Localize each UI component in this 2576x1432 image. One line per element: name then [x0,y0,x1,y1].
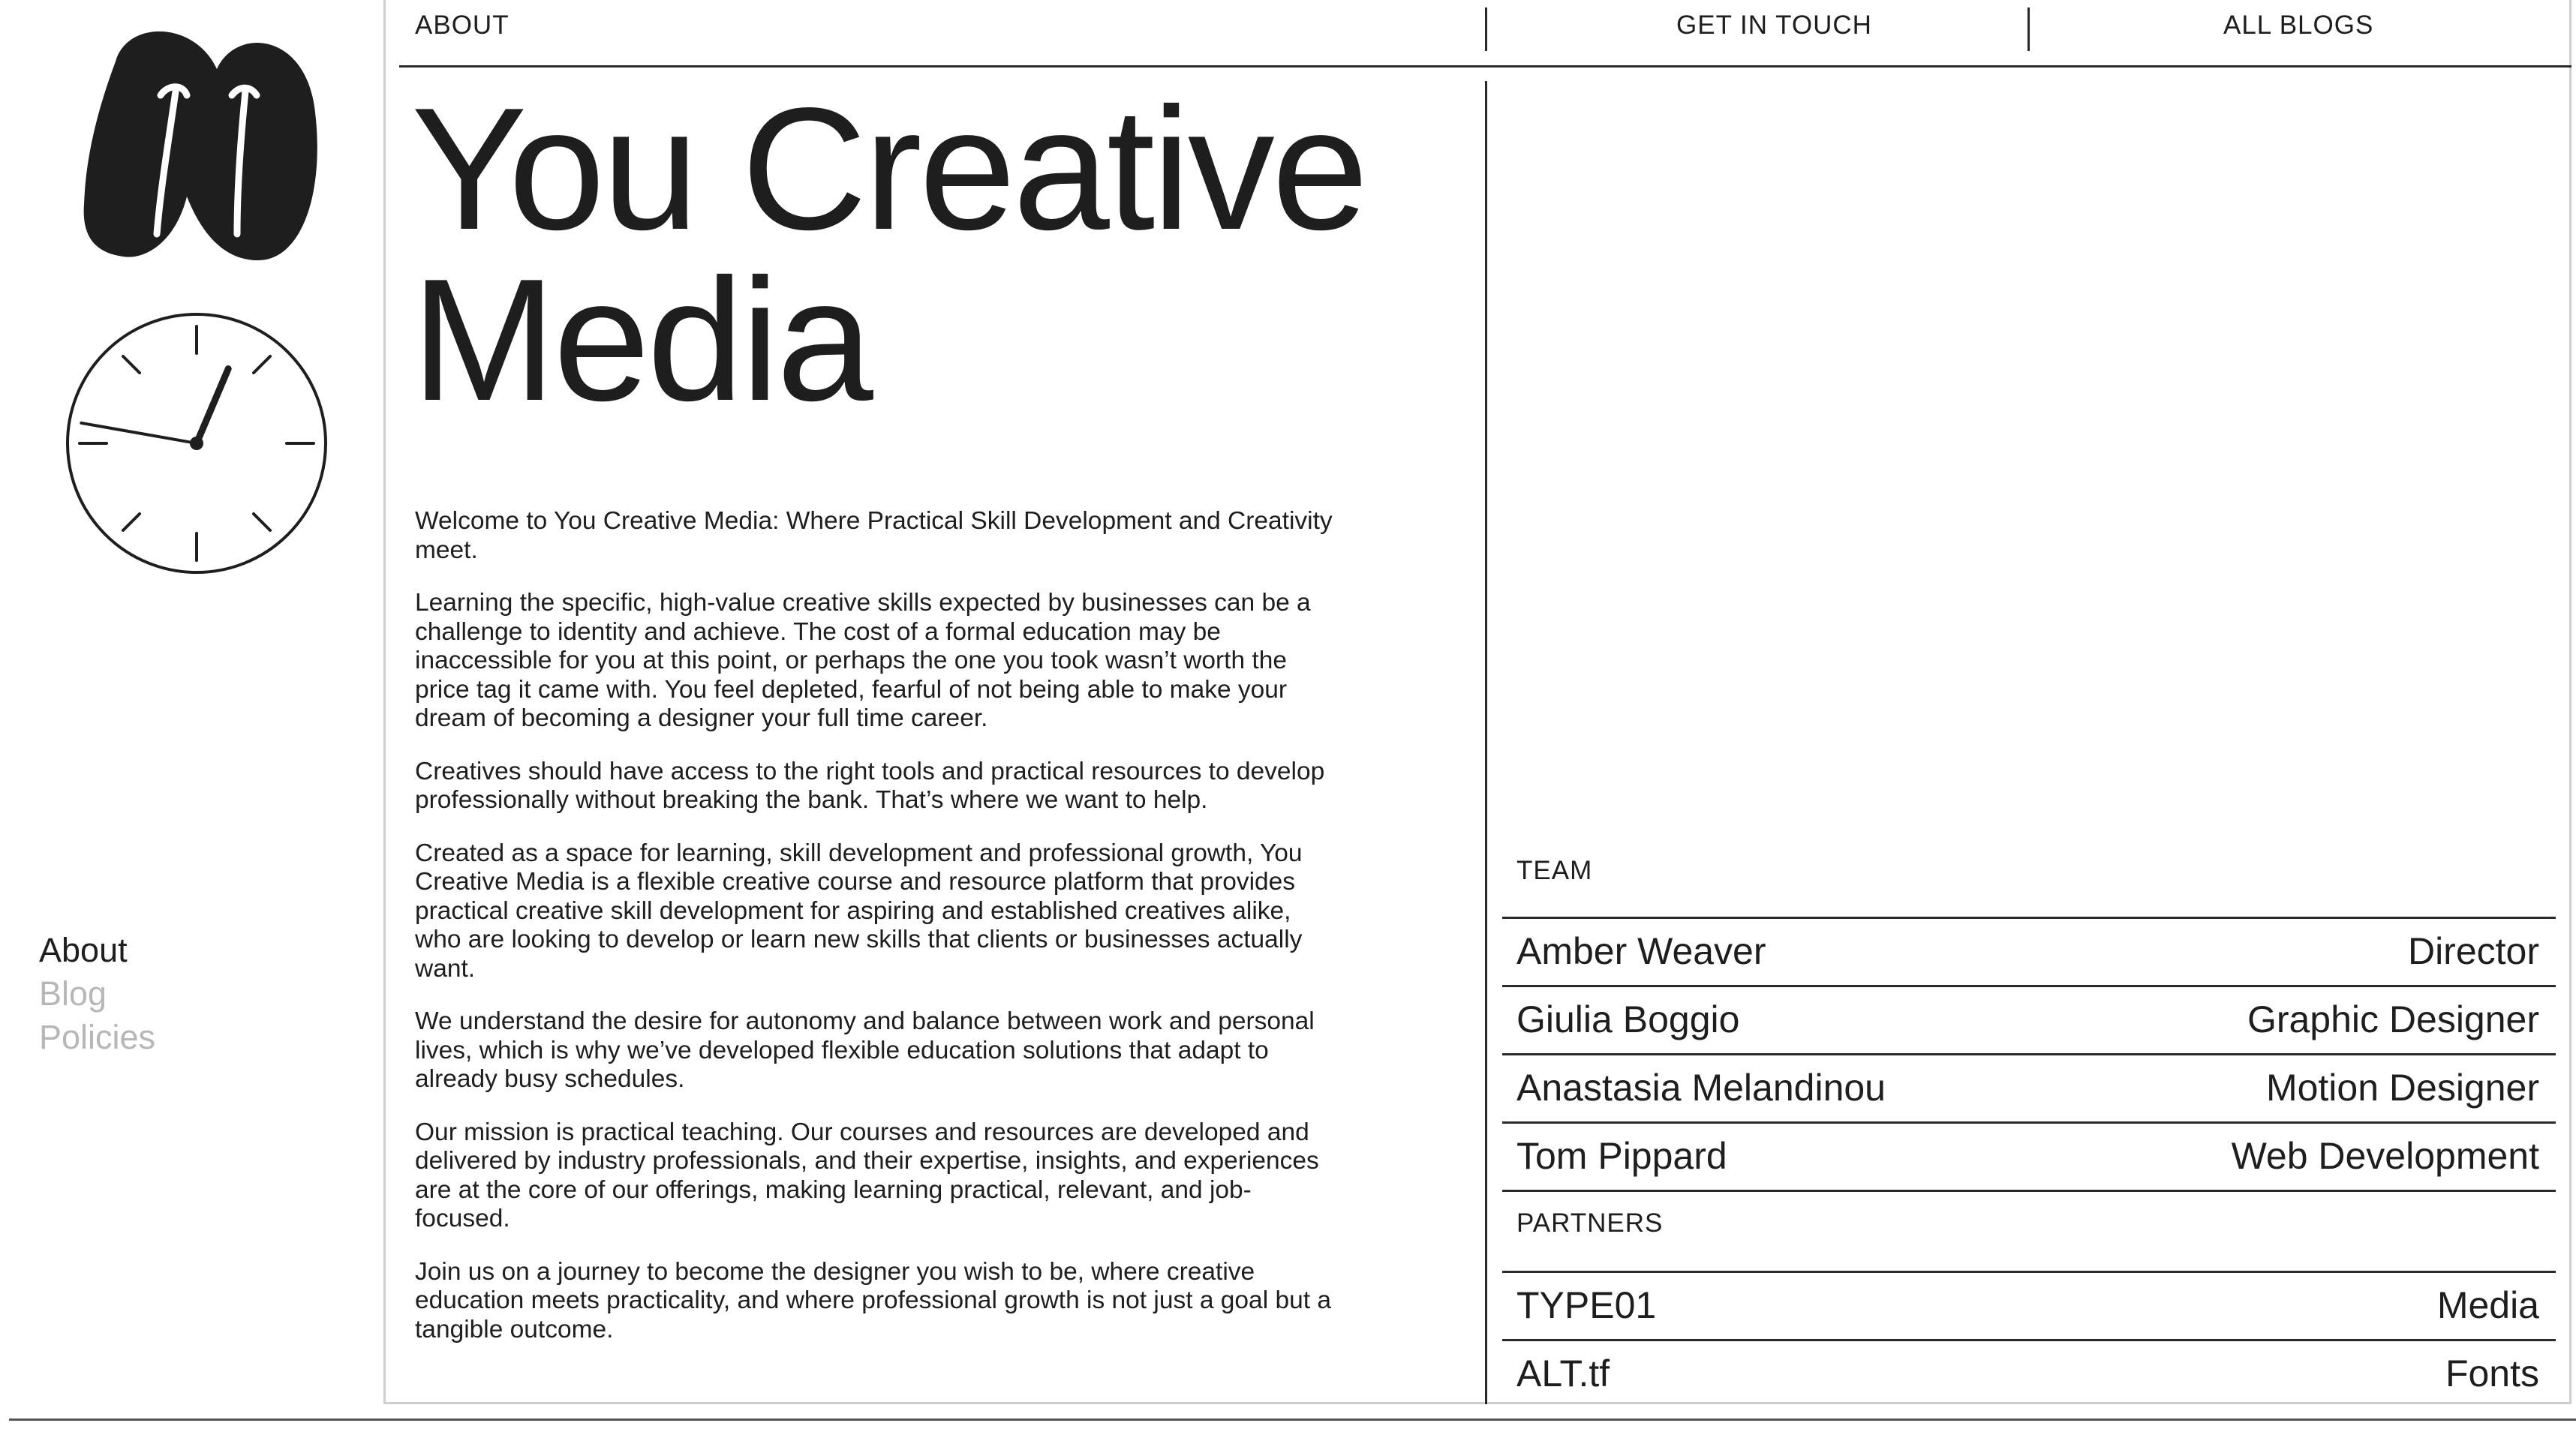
partner-name: TYPE01 [1516,1284,1657,1326]
team-member-role: Web Development [2231,1135,2539,1177]
top-nav-separator [2027,8,2030,51]
main-panel-right-border [2569,0,2571,1404]
side-navigation [39,929,155,1059]
page-title [411,72,1477,437]
team-member-role: Director [2407,930,2539,972]
team-row [1502,1053,2556,1121]
top-nav-separator [1485,8,1487,51]
intro-paragraph: Welcome to You Creative Media: Where Practical Skill Development and Creativity meet. [415,507,1333,564]
intro-paragraph: Creatives should have access to the right tools and practical resources to develop professionally without breaking the bank. That’s where we want to help. [415,757,1325,814]
team-list [1502,917,2556,1192]
team-row [1502,1121,2556,1190]
main-panel-bottom-border [383,1402,2571,1404]
intro-text [415,507,1338,1368]
clock-hour-hand [197,369,228,443]
team-list-end-rule [1502,1190,2556,1192]
clock-icon [65,311,329,575]
team-row [1502,917,2556,985]
team-row [1502,985,2556,1053]
team-member-role: Graphic Designer [2247,998,2539,1040]
intro-paragraph: We understand the desire for autonomy and balance between work and personal lives, which is why we’ve developed flexible education solutions that adapt to already busy schedules. [415,1007,1315,1093]
partner-name: ALT.tf [1516,1352,1610,1394]
partner-row [1502,1271,2556,1339]
intro-paragraph: Our mission is practical teaching. Our courses and resources are developed and delivered by industry professionals, and their expertise, insights, and experiences are at the core of our offerings, making learning practical, relevant, and job-focused. [415,1118,1319,1232]
page-title-line-2: Media [411,243,870,437]
partner-row [1502,1339,2556,1400]
partner-category: Media [2436,1284,2539,1326]
partners-heading: PARTNERS [1516,1208,1664,1238]
column-divider [1485,81,1487,1404]
intro-paragraph: Learning the specific, high-value creative skills expected by businesses can be a challenge to identity and achieve. The cost of a formal education may be inaccessible for you at this point, or perhaps the one you took wasn’t worth the price tag it came with. You feel depleted, fearful of not being able to make your dream of becoming a designer your full time career. [415,589,1311,732]
partners-list [1502,1271,2556,1400]
side-nav-about[interactable]: About [39,931,128,969]
team-member-name: Amber Weaver [1516,930,1766,972]
partner-category: Fonts [2445,1352,2539,1394]
side-nav-policies[interactable]: Policies [39,1018,156,1056]
team-heading: TEAM [1516,856,1593,885]
team-member-role: Motion Designer [2265,1067,2539,1109]
side-nav-blog[interactable]: Blog [39,974,107,1013]
team-member-name: Tom Pippard [1516,1135,1727,1177]
brand-logo-icon[interactable] [63,17,332,264]
page-title-line-1: You Creative [411,72,1366,266]
team-member-name: Giulia Boggio [1516,998,1740,1040]
intro-paragraph: Created as a space for learning, skill development and professional growth, You Creative Media is a flexible creative course and resource platform that provides practical creative skill development for aspiring and established creatives alike, who are looking to develop or learn new skills that clients or businesses actually want. [415,839,1303,983]
intro-paragraph: Join us on a journey to become the designer you wish to be, where creative education meets practicality, and where professional growth is not just a goal but a tangible outcome. [415,1257,1331,1343]
page-bottom-rule [9,1418,2576,1421]
main-panel-left-border [383,0,386,1404]
top-nav-get-in-touch[interactable]: GET IN TOUCH [1676,11,1872,40]
team-member-name: Anastasia Melandinou [1516,1067,1886,1109]
top-nav-all-blogs[interactable]: ALL BLOGS [2223,11,2374,40]
top-nav-about[interactable]: ABOUT [415,11,509,40]
clock-minute-hand [81,423,197,443]
top-nav-divider [399,65,2571,68]
